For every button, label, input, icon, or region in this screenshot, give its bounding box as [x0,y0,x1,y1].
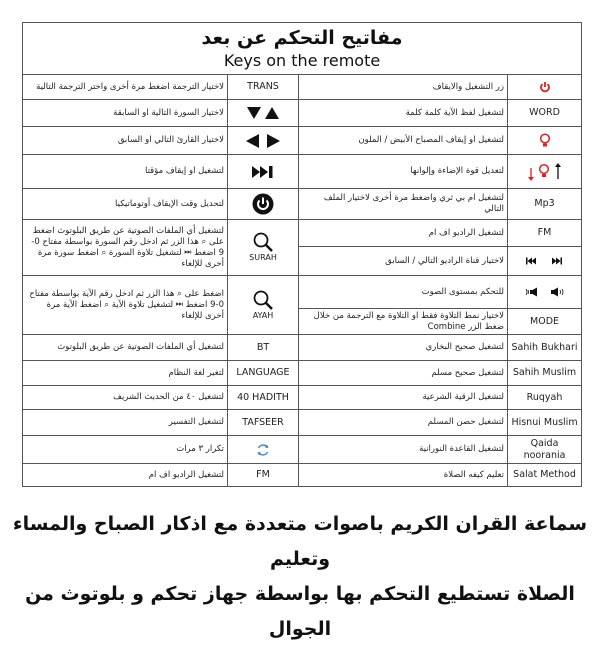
table-row [23,436,582,464]
footer [0,507,600,647]
triangle-left-right-icon [245,133,281,149]
key-label: 40 HADITH [228,386,299,410]
brightness-key [508,155,582,189]
repeat-key [228,436,299,464]
key-description: لتشغيل حصن المسلم [299,410,508,436]
table-row [23,189,582,220]
key-description: لتشغيل القاعدة النورانية [299,436,508,464]
key-label: FM [508,220,582,247]
table-row [23,410,582,436]
volume-key [508,276,582,309]
key-description: لتشغيل صحيح مسلم [299,361,508,386]
key-label: Hisnui Muslim [508,410,582,436]
table-title [23,23,582,75]
repeat-icon [256,443,270,457]
light-key [508,127,582,155]
key-label: SURAH [249,253,277,262]
key-description: لتشغيل او إيقاف المصباح الأبيض / الملون [299,127,508,155]
key-description: لتشغيل ام بي ثري واضغط مرة أخرى لاختيار الملف التالي [299,189,508,220]
remote-keys-table [22,22,582,487]
key-description: لتشغيل الرقية الشرعية [299,386,508,410]
table-row [23,100,582,127]
power-key [508,75,582,100]
table-row [23,155,582,189]
key-label: Sahih Muslim [508,361,582,386]
page-content [12,22,588,647]
key-description: لاختيار السورة التالية او السابقة [23,100,228,127]
key-label: AYAH [252,310,274,320]
sleep-timer-key [228,189,299,220]
timer-power-icon [252,193,274,215]
surah-next-prev-key [228,100,299,127]
power-icon [539,81,551,93]
table-row [23,464,582,487]
key-description: لاختيار الترجمة اضغط مرة أخرى واختر الترجمة التالية [23,75,228,100]
footer-line-2: الصلاة تستطيع التحكم بها بواسطة جهاز تحكم و بلوتوث من الجوال [25,583,575,640]
key-label: MODE [508,309,582,335]
key-description: لتغير لغة النظام [23,361,228,386]
reciter-next-prev-key [228,127,299,155]
search-icon [252,290,274,310]
key-label: Mp3 [508,189,582,220]
key-label: BT [228,335,299,361]
key-label: Qaida noorania [508,436,582,464]
key-label: Ruqyah [508,386,582,410]
key-label: TAFSEER [228,410,299,436]
table-row [23,361,582,386]
key-description: لتشغيل أي الملفات الصوتية عن طريق البلوتوث [23,335,228,361]
table-row [23,127,582,155]
surah-search-key [228,220,299,276]
key-label: FM [228,464,299,487]
key-description: لتشغيل لفظ الآية كلمة كلمة [299,100,508,127]
play-pause-icon [252,165,274,179]
title-english: Keys on the remote [223,50,381,70]
key-description: لاختيار نمط التلاوة فقط او التلاوة مع الترجمة من خلال ضغط الزر Combine [299,309,508,335]
table-row [23,220,582,247]
key-description: لتعديل قوة الإضاءة وإلوانها [299,155,508,189]
key-label: WORD [508,100,582,127]
triangle-down-up-icon [246,106,280,120]
search-icon [252,232,274,252]
key-description: لتحديل وقت الإيقاف أوتوماتيكيا [23,189,228,220]
key-description: لتشغيل الراديو اف ام [23,464,228,487]
bulb-icon [539,133,551,148]
key-description: لاختيار قناة الراديو التالي / السابق [299,247,508,276]
play-pause-key [228,155,299,189]
key-description: لاختيار القارئ التالي او السابق [23,127,228,155]
table-row [23,276,582,309]
key-description: لتشغيل أي الملفات الصوتية عن طريق البلوتوث اضغط على ⌕ هذا الزر ثم ادخل رقم السورة بواسطة مفتاح 0-9 اضغط ⏭ لتشغيل تلاوة السورة ⌕ اضغط سورة مرة أخرى للإلغاء [23,220,228,276]
key-description: تعليم كيفه الصلاة [299,464,508,487]
prev-next-icon [526,257,564,265]
key-label: Sahih Bukhari [508,335,582,361]
key-description: لتشغيل الراديو اف ام [299,220,508,247]
key-label: Salat Method [508,464,582,487]
key-description: للتحكم بمستوى الصوت [299,276,508,309]
table-row [23,75,582,100]
title-arabic: مفاتيح التحكم عن بعد [201,26,403,49]
bulb-brightness-icon [526,162,564,182]
table-row [23,335,582,361]
table-row [23,386,582,410]
key-description: لتشغيل التفسير [23,410,228,436]
key-label: LANGUAGE [228,361,299,386]
key-description: اضغط على ⌕ هذا الزر ثم ادخل رقم الآية بواسطة مفتاح 0-9 اضغط ⏭ لتشغيل تلاوة الآية ⌕ اضغط الآية مرة أخرى للإلغاء [23,276,228,335]
radio-channel-key [508,247,582,276]
key-description: زر التشغيل والايقاف [299,75,508,100]
footer-line-1: سماعة القران الكريم باصوات متعددة مع اذكار الصباح والمساء وتعليم [12,513,588,570]
key-description: لتشغيل ٤٠ من الحديث الشريف [23,386,228,410]
key-description: لتشغيل او إيقاف مؤقتا [23,155,228,189]
key-description: تكرار ٣ مرات [23,436,228,464]
key-label: TRANS [228,75,299,100]
key-description: لتشغيل صحيح البخاري [299,335,508,361]
ayah-search-key [228,276,299,335]
volume-icon [525,287,565,297]
